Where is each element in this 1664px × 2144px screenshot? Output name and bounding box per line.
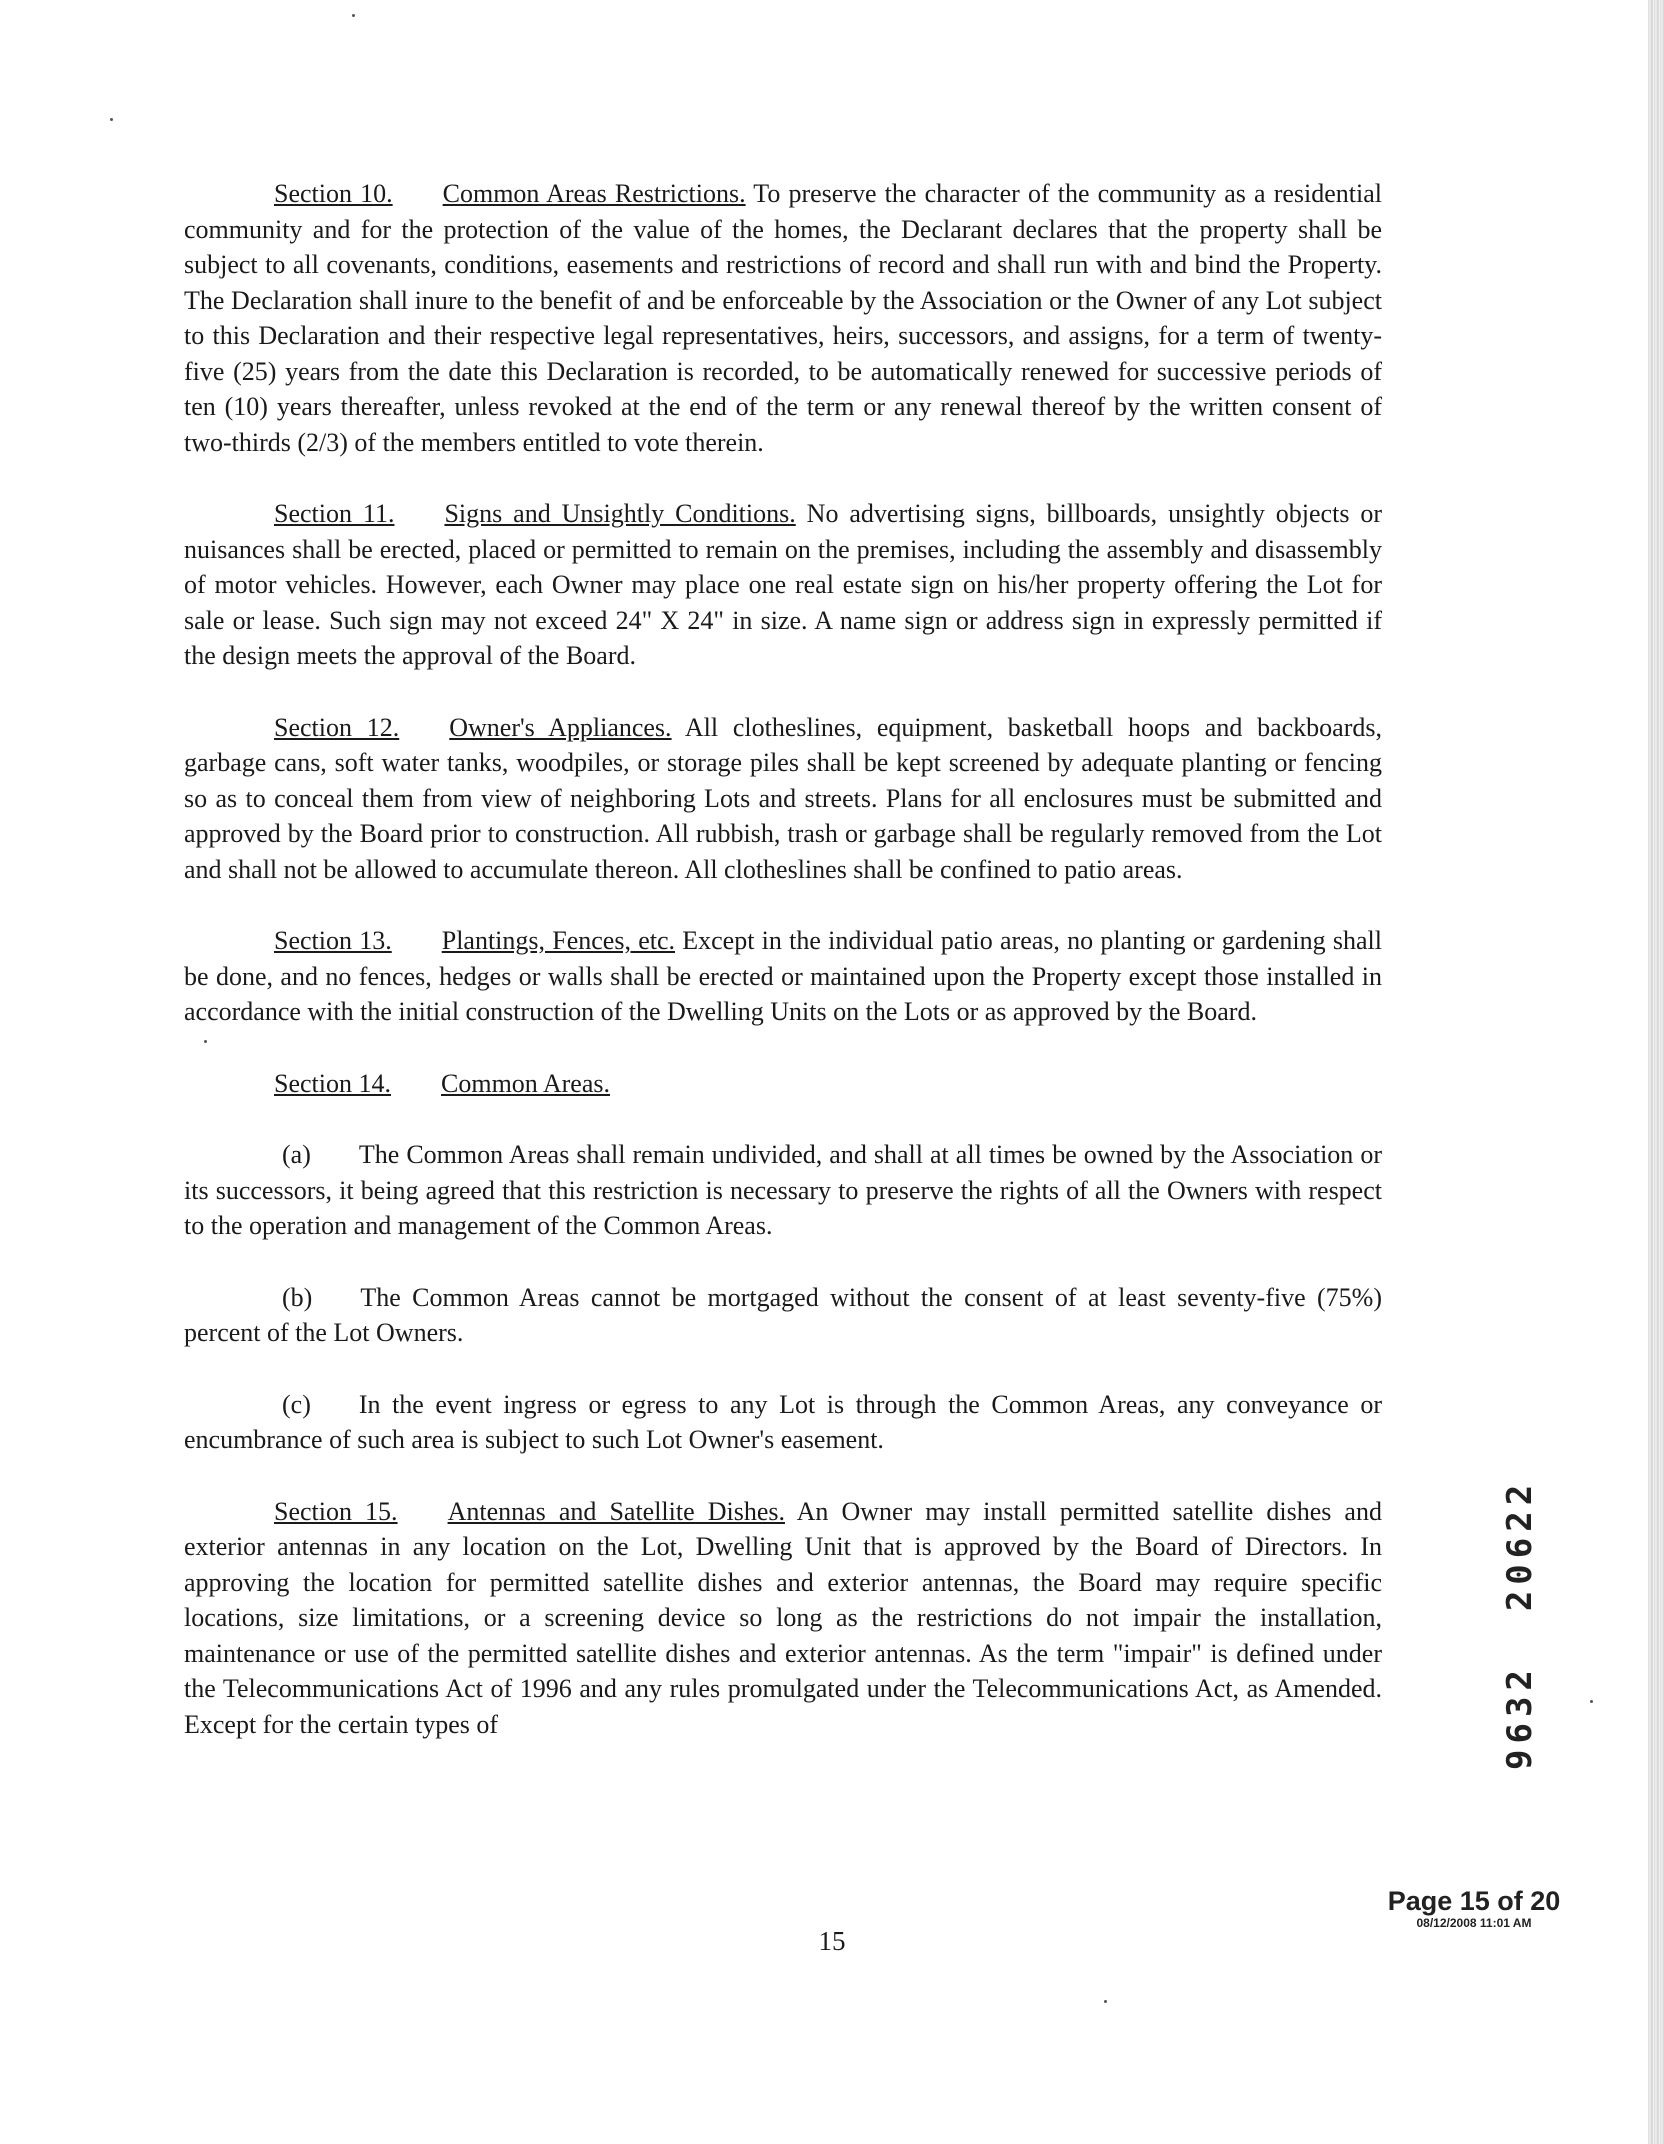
section-text: All clotheslines, equipment, basketball hoops and backboards, garbage cans, soft water tanks, woodpiles, or storage piles shall be kept screened by adequate planting or fencing so as to conceal them from view of neighboring Lots and streets. Plans for all enclosures must be submitted and approved by the Board prior to construction. All rubbish, trash or garbage shall be regularly removed from the Lot and shall not be allowed to accumulate thereon. All clotheslines shall be confined to patio areas. (184, 712, 1382, 884)
section-number: Section 11. (274, 499, 395, 528)
section-text: No advertising signs, billboards, unsightly objects or nuisances shall be erected, placed or permitted to remain on the premises, including the assembly and disassembly of motor vehicles. However, each Owner may place one real estate sign on his/her property offering the Lot for sale or lease. Such sign may not exceed 24" X 24" in size. A name sign or address sign in expressly permitted if the design meets the approval of the Board. (184, 499, 1383, 670)
section-13 (184, 923, 1382, 1030)
section-text: An Owner may install permitted satellite dishes and exterior antennas in any location on the Lot, Dwelling Unit that is approved by the Board of Directors. In approving the location for permitted satellite dishes and exterior antennas, the Board may require specific locations, size limitations, or a screening device so long as the restrictions do not impair the installation, maintenance or use of the permitted satellite dishes and exterior antennas. As the term "impair" is defined under the Telecommunications Act of 1996 and any rules promulgated under the Telecommunications Act, as Amended. Except for the certain types of (184, 1496, 1382, 1739)
section-number: Section 10. (274, 179, 393, 208)
document-body (184, 176, 1382, 1742)
section-11 (184, 496, 1382, 674)
subsection-c (184, 1387, 1382, 1458)
subsection-text: The Common Areas shall remain undivided, and shall at all times be owned by the Association or its successors, it being agreed that this restriction is necessary to preserve the rights of all the Owners with respect to the operation and management of the Common Areas. (184, 1140, 1382, 1240)
section-14-heading (184, 1066, 1382, 1102)
section-title: Common Areas Restrictions. (442, 179, 746, 208)
section-15 (184, 1494, 1382, 1743)
section-title: Antennas and Satellite Dishes. (447, 1496, 785, 1526)
scan-speck (352, 14, 355, 17)
section-number: Section 13. (274, 926, 392, 955)
scan-speck (1590, 1700, 1593, 1703)
section-title: Owner's Appliances. (449, 712, 672, 742)
page-of-label: Page 15 of 20 (1387, 1886, 1561, 1916)
section-number: Section 15. (274, 1496, 398, 1526)
scan-speck (110, 118, 113, 121)
subsection-a (184, 1137, 1382, 1244)
subsection-b (184, 1280, 1382, 1351)
stamp-datetime: 08/12/2008 11:01 AM (1416, 1916, 1532, 1930)
subsection-letter: (a) (282, 1140, 311, 1169)
scan-edge (1648, 0, 1664, 2144)
subsection-letter: (c) (282, 1389, 311, 1419)
recording-number: 9632 20622 (1500, 1478, 1540, 1770)
section-title: Common Areas. (441, 1068, 610, 1098)
page-count-stamp (1374, 1886, 1574, 1930)
recording-number-stamp (1501, 1460, 1539, 1770)
section-10 (184, 176, 1382, 460)
section-12 (184, 710, 1382, 888)
section-title: Signs and Unsightly Conditions. (444, 499, 796, 528)
section-text: To preserve the character of the community as a residential community and for the protection of the value of the homes, the Declarant declares that the property shall be subject to all covenants, conditions, easements and restrictions of record and shall run with and bind the Property. The Declaration shall inure to the benefit of and be enforceable by the Association or the Owner of any Lot subject to this Declaration and their respective legal representatives, heirs, successors, and assigns, for a term of twenty-five (25) years from the date this Declaration is recorded, to be automatically renewed for successive periods of ten (10) years thereafter, unless revoked at the end of the term or any renewal thereof by the written consent of two-thirds (2/3) of the members entitled to vote therein. (184, 179, 1382, 457)
subsection-text: In the event ingress or egress to any Lot is through the Common Areas, any conveyance or encumbrance of such area is subject to such Lot Owner's easement. (184, 1389, 1382, 1454)
section-number: Section 14. (274, 1068, 391, 1098)
scan-speck (1104, 2000, 1107, 2003)
page-number: 15 (818, 1926, 846, 1956)
section-number: Section 12. (274, 712, 400, 742)
section-text: Except in the individual patio areas, no planting or gardening shall be done, and no fences, hedges or walls shall be erected or maintained upon the Property except those installed in accordance with the initial construction of the Dwelling Units on the Lots or as approved by the Board. (184, 926, 1382, 1026)
subsection-letter: (b) (282, 1282, 313, 1312)
section-title: Plantings, Fences, etc. (441, 926, 675, 955)
subsection-text: The Common Areas cannot be mortgaged without the consent of at least seventy-five (75%) percent of the Lot Owners. (184, 1282, 1382, 1347)
